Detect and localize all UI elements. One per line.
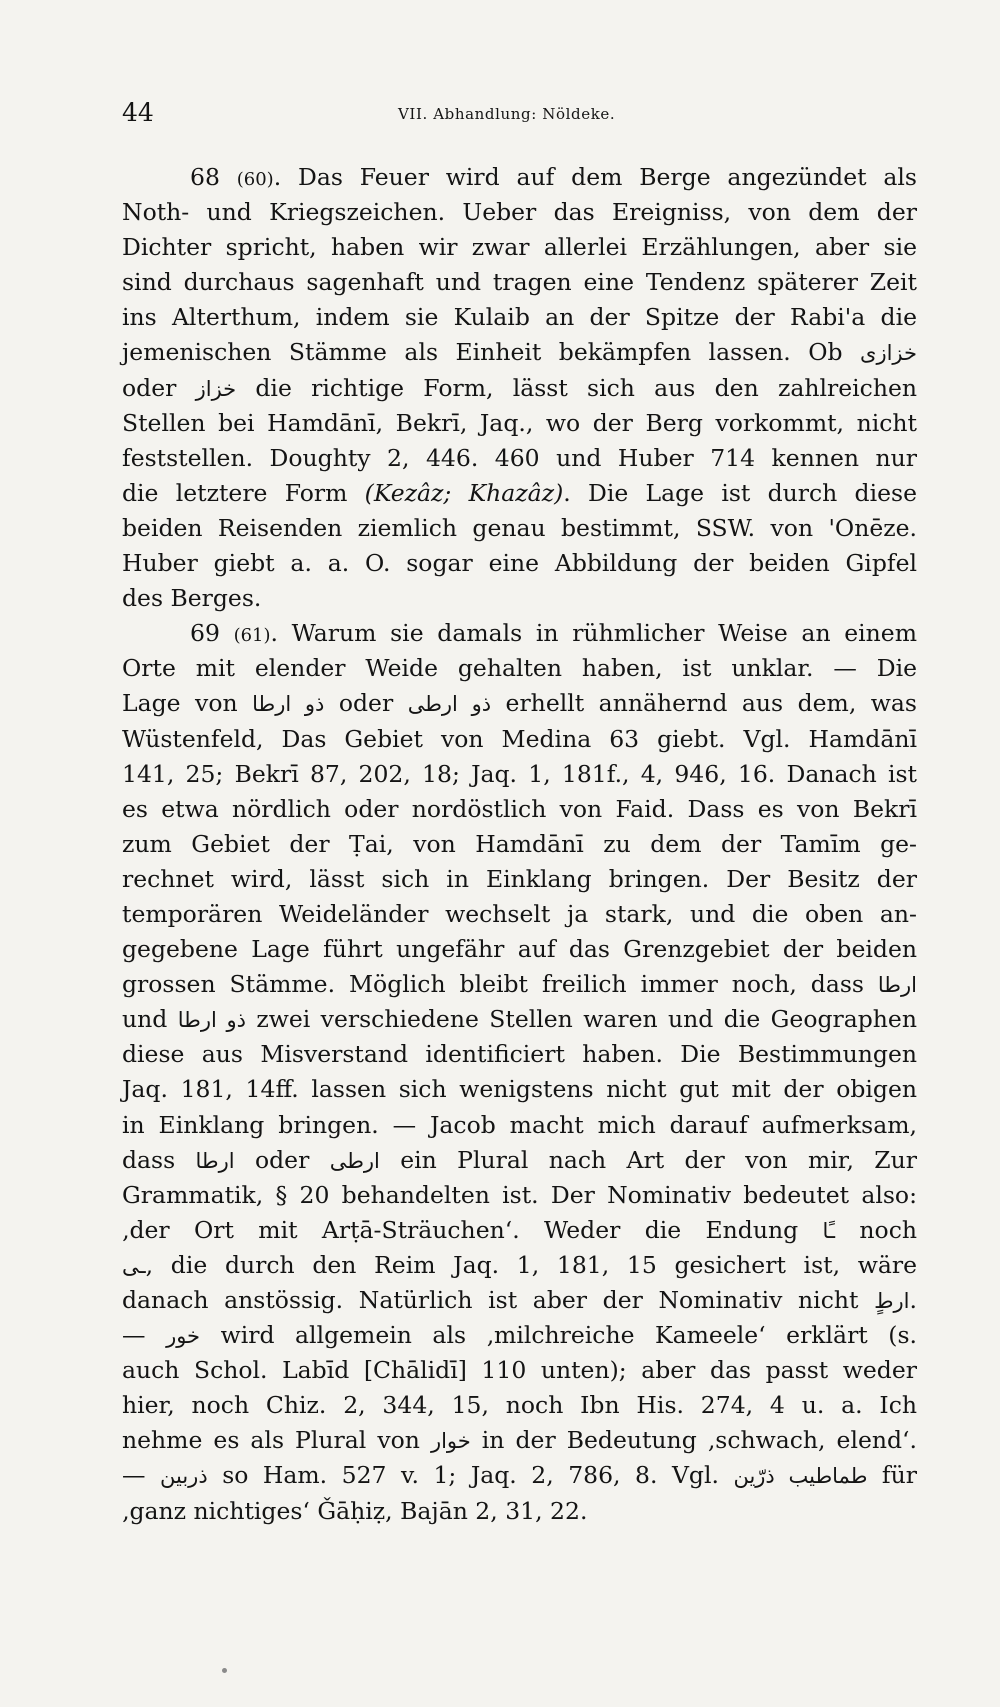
text-segment: gegebene Lage führt ungefähr auf das Grenzgebiet der beiden xyxy=(122,935,917,964)
text-line xyxy=(122,160,917,195)
text-segment: Orte mit elender Weide gehalten haben, ist unklar. — Die xyxy=(122,654,917,683)
text-segment: Lage von xyxy=(122,689,253,718)
text-segment: temporären Weideländer wechselt ja stark, und die oben an- xyxy=(122,899,917,928)
text-line xyxy=(122,511,917,546)
arabic-word: خور xyxy=(166,1324,201,1349)
text-segment: jemenischen Stämme als Einheit bekämpfen lassen. Ob xyxy=(122,338,861,367)
text-segment: rechnet wird, lässt sich in Einklang bringen. Der Besitz der xyxy=(122,864,917,893)
text-segment: danach anstössig. Natürlich ist aber der Nominativ nicht xyxy=(122,1286,875,1314)
text-line xyxy=(122,441,917,476)
text-segment: sind durchaus sagenhaft und tragen eine Tendenz späterer Zeit xyxy=(122,268,917,297)
text-segment: des Berges. xyxy=(122,584,262,613)
text-line xyxy=(122,1248,917,1283)
page-header xyxy=(122,96,917,130)
text-line xyxy=(122,230,917,265)
text-segment: Jaq. 181, 14ff. lassen sich wenigstens nicht gut mit der obigen xyxy=(122,1075,917,1104)
text-line xyxy=(122,1283,917,1318)
text-line xyxy=(122,1423,917,1458)
text-segment: . xyxy=(909,1286,917,1314)
text-segment: oder xyxy=(324,689,408,718)
text-segment: Grammatik, § 20 behandelten ist. Der Nominativ bedeutet also: xyxy=(122,1180,917,1209)
text-segment: ein Plural nach Art der von mir, Zur xyxy=(379,1145,917,1174)
text-line xyxy=(122,1108,917,1143)
text-segment: . Das Feuer wird auf dem Berge angezündet als xyxy=(273,163,917,191)
text-segment: . Die Lage ist durch diese xyxy=(563,478,917,507)
text-segment: — xyxy=(122,1461,161,1490)
text-line xyxy=(122,1388,917,1423)
text-segment: auch Schol. Labīd [Chālidī] 110 unten); aber das passt weder xyxy=(122,1356,917,1385)
arabic-word: ارطى xyxy=(329,1148,380,1173)
verse-number: (61) xyxy=(233,625,271,647)
text-line xyxy=(122,616,917,651)
text-segment: in der Bedeutung ‚schwach, elend‘. xyxy=(470,1426,917,1455)
text-segment: Noth- und Kriegszeichen. Ueber das Ereigniss, von dem der xyxy=(122,198,917,227)
text-segment: — xyxy=(122,1321,167,1350)
arabic-word: ارطٍ xyxy=(874,1289,910,1313)
text-line xyxy=(122,476,917,511)
italic-text: (Kezâz; Khazâz) xyxy=(364,478,564,507)
text-line xyxy=(122,1494,917,1529)
text-line xyxy=(122,335,917,370)
text-segment: noch xyxy=(835,1215,917,1244)
text-line xyxy=(122,265,917,300)
text-segment: 68 xyxy=(190,163,237,191)
arabic-word: ارطا xyxy=(195,1148,235,1173)
text-line xyxy=(122,195,917,230)
text-line xyxy=(122,1072,917,1107)
text-segment: diese aus Misverstand identificiert haben. Die Bestimmungen xyxy=(122,1040,917,1069)
text-line xyxy=(122,1037,917,1072)
text-line xyxy=(122,651,917,686)
text-line xyxy=(122,546,917,581)
text-segment: 69 xyxy=(190,619,234,648)
text-segment: die letztere Form xyxy=(122,478,365,507)
arabic-word: ذو ارطا xyxy=(177,1008,246,1033)
page-speck xyxy=(222,1668,227,1673)
text-segment: Wüstenfeld, Das Gebiet von Medina 63 giebt. Vgl. Hamdānī xyxy=(122,724,917,753)
text-line xyxy=(122,581,917,616)
text-segment: feststellen. Doughty 2, 446. 460 und Huber 714 kennen nur xyxy=(122,443,917,472)
arabic-word: طماطيب ذرّين xyxy=(733,1464,868,1489)
text-segment: Dichter spricht, haben wir zwar allerlei Erzählungen, aber sie xyxy=(122,233,917,262)
text-line xyxy=(122,932,917,967)
text-line xyxy=(122,1143,917,1178)
text-segment: nehme es als Plural von xyxy=(122,1426,431,1455)
text-line xyxy=(122,897,917,932)
text-segment: dass xyxy=(122,1145,196,1174)
text-line xyxy=(122,1213,917,1248)
page-number: 44 xyxy=(122,98,154,127)
text-segment: zum Gebiet der Ṭai, von Hamdānī zu dem der Tamīm ge- xyxy=(122,829,917,858)
text-segment: wird allgemein als ‚milchreiche Kameele‘ erklärt (s. xyxy=(200,1321,917,1350)
text-line xyxy=(122,1002,917,1037)
text-segment: so Ham. 527 v. 1; Jaq. 2, 786, 8. Vgl. xyxy=(207,1461,734,1490)
arabic-word: ذو ارطى xyxy=(407,692,492,717)
text-segment: ‚der Ort mit Arṭā-Sträuchen‘. Weder die Endung xyxy=(122,1215,823,1244)
text-segment: ‚ganz nichtiges‘ Ǧāḥiẓ, Bajān 2, 31, 22. xyxy=(122,1496,588,1525)
text-line xyxy=(122,967,917,1002)
text-line xyxy=(122,1318,917,1353)
body-text xyxy=(122,160,917,1529)
arabic-word: ـى xyxy=(122,1253,146,1278)
text-segment: in Einklang bringen. — Jacob macht mich darauf aufmerksam, xyxy=(122,1110,917,1139)
text-line xyxy=(122,792,917,827)
arabic-word: ارطا xyxy=(877,973,917,998)
text-line xyxy=(122,722,917,757)
text-segment: oder xyxy=(122,373,196,402)
arabic-word: خزازى xyxy=(860,341,917,366)
running-head: VII. Abhandlung: Nöldeke. xyxy=(398,105,616,123)
arabic-word: ـًا xyxy=(822,1218,836,1243)
text-segment: . Warum sie damals in rühmlicher Weise an einem xyxy=(270,619,917,648)
text-segment: , die durch den Reim Jaq. 1, 181, 15 gesichert ist, wäre xyxy=(145,1250,917,1279)
text-line xyxy=(122,1178,917,1213)
text-line xyxy=(122,686,917,721)
text-segment: 141, 25; Bekrī 87, 202, 18; Jaq. 1, 181f., 4, 946, 16. Danach ist xyxy=(122,759,917,788)
text-segment: es etwa nördlich oder nordöstlich von Faid. Dass es von Bekrī xyxy=(122,794,917,823)
text-line xyxy=(122,862,917,897)
text-segment: Huber giebt a. a. O. sogar eine Abbildung der beiden Gipfel xyxy=(122,549,917,578)
text-segment: grossen Stämme. Möglich bleibt freilich immer noch, dass xyxy=(122,970,878,999)
text-line xyxy=(122,300,917,335)
verse-number: (60) xyxy=(236,169,274,190)
text-line xyxy=(122,1458,917,1493)
text-segment: die richtige Form, lässt sich aus den zahlreichen xyxy=(236,373,917,402)
text-line xyxy=(122,406,917,441)
text-segment: beiden Reisenden ziemlich genau bestimmt, SSW. von 'Onēze. xyxy=(122,513,917,542)
text-line xyxy=(122,371,917,406)
text-segment: Stellen bei Hamdānī, Bekrī, Jaq., wo der Berg vorkommt, nicht xyxy=(122,408,917,437)
text-segment: für xyxy=(867,1461,917,1490)
arabic-word: خوار xyxy=(430,1429,471,1454)
text-segment: ins Alterthum, indem sie Kulaib an der Spitze der Rabi'a die xyxy=(122,303,917,332)
text-line xyxy=(122,827,917,862)
arabic-word: ذو ارطا xyxy=(252,692,325,717)
arabic-word: ذربين xyxy=(160,1464,208,1489)
arabic-word: خزاز xyxy=(195,376,237,401)
text-line xyxy=(122,757,917,792)
text-segment: und xyxy=(122,1005,178,1034)
text-segment: hier, noch Chiz. 2, 344, 15, noch Ibn His. 274, 4 u. a. Ich xyxy=(122,1391,917,1420)
text-segment: erhellt annähernd aus dem, was xyxy=(491,689,917,718)
text-line xyxy=(122,1353,917,1388)
text-segment: zwei verschiedene Stellen waren und die Geographen xyxy=(245,1005,917,1034)
text-segment: oder xyxy=(234,1145,330,1174)
